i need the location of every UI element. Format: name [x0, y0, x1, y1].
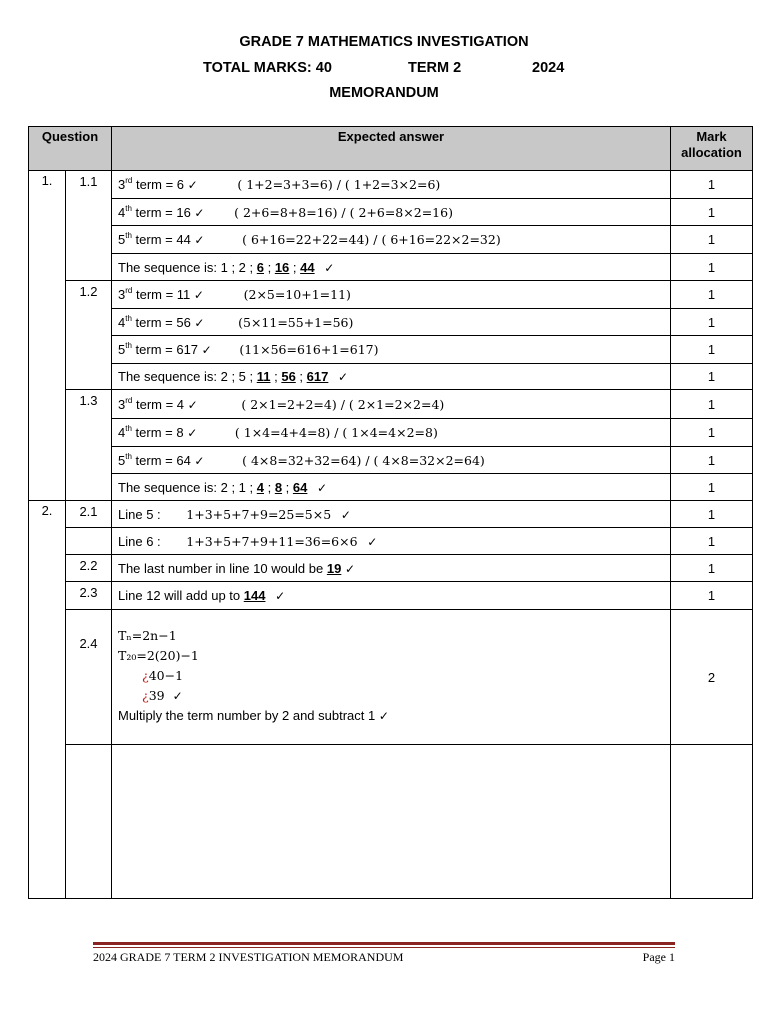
check-mark-icon: ✓ — [344, 561, 356, 576]
table-row — [29, 254, 753, 281]
mark-cell: 1 — [671, 447, 753, 474]
table-row — [29, 281, 753, 309]
table-row — [29, 199, 753, 226]
formula-result: ¿39 ✓ — [142, 688, 183, 703]
expected-answer-column-header: Expected answer — [112, 127, 671, 171]
question-number-2: 2. — [29, 501, 66, 899]
working-expression: ( 1×4=4+4=8) / ( 1×4=4×2=8) — [234, 425, 438, 440]
table-row — [29, 474, 753, 501]
empty-table-row — [29, 745, 753, 899]
sequence-answer: 8 — [274, 479, 283, 495]
sequence-answer: 4 — [256, 479, 264, 495]
mark-cell: 1 — [671, 528, 753, 555]
table-row — [29, 309, 753, 336]
mark-cell: 1 — [671, 309, 753, 336]
check-mark-icon: ✓ — [367, 534, 378, 549]
answer-cell: 3rd term = 4 ✓ ( 2×1=2+2=4) / ( 2×1=2×2=4) — [112, 390, 671, 419]
footer-divider — [93, 942, 675, 945]
working-expression: ( 2+6=8+8=16) / ( 2+6=8×2=16) — [234, 204, 453, 220]
table-header-row — [29, 127, 753, 171]
term-label: TERM 2 — [408, 60, 462, 76]
sequence-answer: 44 — [300, 259, 315, 275]
question-column-header: Question — [29, 127, 112, 171]
check-mark-icon: ✓ — [340, 507, 351, 522]
empty-cell — [112, 745, 671, 899]
answer-cell: Line 6 : 1+3+5+7+9+11=36=6×6 ✓ — [112, 528, 671, 555]
answer-cell: 4th term = 8 ✓ ( 1×4=4+4=8) / ( 1×4=4×2=8) — [112, 419, 671, 447]
table-row — [29, 528, 753, 555]
mark-cell: 1 — [671, 281, 753, 309]
empty-cell — [66, 745, 112, 899]
working-expression: ( 6+16=22+22=44) / ( 6+16=22×2=32) — [242, 232, 501, 247]
mark-cell: 1 — [671, 199, 753, 226]
answer-cell: The sequence is: 2 ; 5 ; 11 ; 56 ; 617 ✓ — [112, 364, 671, 390]
check-mark-icon: ✓ — [275, 589, 286, 603]
formula-substitution: T₂₀=2(20)−1 — [118, 648, 199, 663]
check-mark-icon: ✓ — [187, 426, 198, 440]
explanation-text: Multiply the term number by 2 and subtract 1 ✓ — [118, 708, 389, 723]
subquestion-2-1: 2.1 — [66, 501, 112, 528]
mark-cell: 1 — [671, 474, 753, 501]
mark-cell: 1 — [671, 390, 753, 419]
memorandum-table — [28, 126, 753, 899]
table-row — [29, 555, 753, 582]
table-row — [29, 610, 753, 745]
working-expression: 1+3+5+7+9+11=36=6×6 — [186, 533, 358, 549]
mark-cell: 1 — [671, 419, 753, 447]
answer-cell — [112, 610, 671, 745]
empty-subquestion-cell — [66, 528, 112, 555]
subquestion-1-1: 1.1 — [66, 171, 112, 281]
table-row — [29, 501, 753, 528]
mark-cell: 1 — [671, 582, 753, 610]
footer-page-number: Page 1 — [642, 950, 675, 964]
table-row — [29, 390, 753, 419]
check-mark-icon: ✓ — [187, 178, 198, 192]
answer-cell: 5th term = 44 ✓ ( 6+16=22+22=44) / ( 6+16=22×2=32) — [112, 226, 671, 254]
final-answer: 19 — [326, 560, 342, 576]
document-title: GRADE 7 MATHEMATICS INVESTIGATION — [239, 34, 529, 50]
subquestion-2-2: 2.2 — [66, 555, 112, 582]
mark-cell: 1 — [671, 254, 753, 281]
mark-cell: 1 — [671, 226, 753, 254]
check-mark-icon: ✓ — [201, 343, 212, 357]
answer-cell: The last number in line 10 would be 19 ✓ — [112, 555, 671, 582]
mark-cell: 1 — [671, 171, 753, 199]
footer-divider-thin — [93, 947, 675, 948]
answer-cell: Line 5 : 1+3+5+7+9=25=5×5 ✓ — [112, 501, 671, 528]
check-mark-icon: ✓ — [194, 233, 205, 247]
answer-cell: 3rd term = 6 ✓ ( 1+2=3+3=6) / ( 1+2=3×2=6) — [112, 171, 671, 199]
sequence-answer: 11 — [256, 369, 271, 384]
table-row — [29, 364, 753, 390]
check-mark-icon: ✓ — [194, 205, 205, 220]
mark-allocation-column-header: Mark allocation — [671, 127, 753, 171]
check-mark-icon: ✓ — [193, 288, 204, 302]
formula-step: ¿40−1 — [142, 668, 184, 683]
memorandum-heading: MEMORANDUM — [329, 85, 439, 101]
mark-cell: 1 — [671, 364, 753, 390]
final-answer: 144 — [243, 588, 266, 603]
table-row — [29, 419, 753, 447]
subquestion-2-4: 2.4 — [66, 610, 112, 745]
table-row — [29, 226, 753, 254]
check-mark-icon: ✓ — [317, 480, 328, 495]
total-marks: TOTAL MARKS: 40 — [203, 60, 332, 76]
footer-document-name: 2024 GRADE 7 TERM 2 INVESTIGATION MEMORANDUM — [93, 950, 404, 964]
year-label: 2024 — [532, 60, 565, 76]
check-mark-icon: ✓ — [172, 689, 183, 703]
working-expression: ( 4×8=32+32=64) / ( 4×8=32×2=64) — [242, 452, 485, 468]
sequence-answer: 64 — [292, 479, 308, 495]
answer-cell: 4th term = 56 ✓ (5×11=55+1=56) — [112, 309, 671, 336]
sequence-answer: 6 — [256, 259, 264, 275]
mark-cell: 1 — [671, 336, 753, 364]
answer-cell: 5th term = 64 ✓ ( 4×8=32+32=64) / ( 4×8=32×2=64) — [112, 447, 671, 474]
check-mark-icon: ✓ — [337, 370, 349, 384]
answer-cell: The sequence is: 1 ; 2 ; 6 ; 16 ; 44 ✓ — [112, 254, 671, 281]
check-mark-icon: ✓ — [378, 709, 389, 723]
mark-cell: 1 — [671, 555, 753, 582]
check-mark-icon: ✓ — [187, 397, 198, 412]
table-row — [29, 582, 753, 610]
working-expression: 1+3+5+7+9=25=5×5 — [186, 506, 332, 522]
sequence-answer: 56 — [281, 369, 296, 384]
subquestion-1-3: 1.3 — [66, 390, 112, 501]
answer-cell: 4th term = 16 ✓ ( 2+6=8+8=16) / ( 2+6=8×2=16) — [112, 199, 671, 226]
table-row — [29, 336, 753, 364]
subquestion-2-3: 2.3 — [66, 582, 112, 610]
check-mark-icon: ✓ — [194, 315, 205, 330]
working-expression: ( 2×1=2+2=4) / ( 2×1=2×2=4) — [241, 396, 445, 412]
table-row — [29, 447, 753, 474]
check-mark-icon: ✓ — [194, 453, 205, 468]
empty-cell — [671, 745, 753, 899]
working-expression: (5×11=55+1=56) — [238, 314, 354, 330]
answer-cell: Line 12 will add up to 144 ✓ — [112, 582, 671, 610]
sequence-answer: 617 — [306, 369, 329, 384]
sequence-answer: 16 — [274, 259, 290, 275]
working-expression: (11×56=616+1=617) — [239, 342, 379, 357]
formula-general-term: Tₙ=2n−1 — [118, 628, 177, 643]
subquestion-1-2: 1.2 — [66, 281, 112, 390]
working-expression: ( 1+2=3+3=6) / ( 1+2=3×2=6) — [237, 177, 441, 192]
check-mark-icon: ✓ — [324, 260, 335, 275]
table-row — [29, 171, 753, 199]
answer-cell: 3rd term = 11 ✓ (2×5=10+1=11) — [112, 281, 671, 309]
question-number-1: 1. — [29, 171, 66, 501]
answer-cell: 5th term = 617 ✓ (11×56=616+1=617) — [112, 336, 671, 364]
mark-cell: 2 — [671, 610, 753, 745]
working-expression: (2×5=10+1=11) — [243, 287, 351, 302]
mark-cell: 1 — [671, 501, 753, 528]
answer-cell: The sequence is: 2 ; 1 ; 4 ; 8 ; 64 ✓ — [112, 474, 671, 501]
